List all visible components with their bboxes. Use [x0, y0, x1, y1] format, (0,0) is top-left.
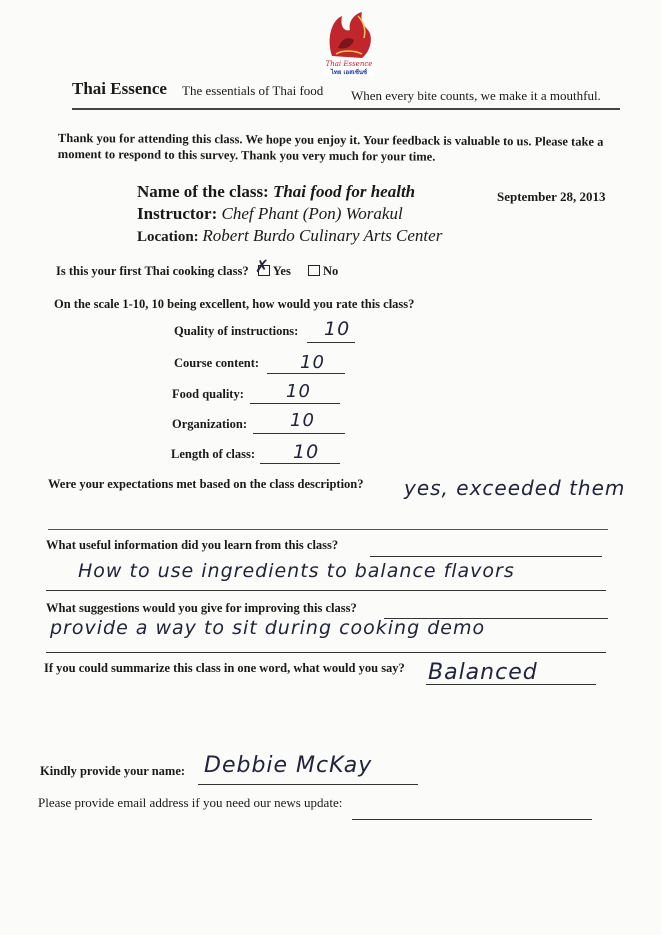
rating-value[interactable]: 10: [324, 318, 351, 340]
rating-label: Length of class:: [171, 447, 256, 461]
class-date: September 28, 2013: [497, 189, 606, 204]
useful-answer[interactable]: How to use ingredients to balance flavors: [78, 560, 515, 582]
rating-line: [267, 373, 345, 374]
rating-row: [172, 387, 244, 402]
logo-subtext: ไทย เอสเซ้นซ์: [330, 69, 368, 76]
rating-row: [171, 447, 255, 462]
instructor-value: Chef Phant (Pon) Worakul: [221, 204, 403, 223]
rating-line: [307, 342, 355, 343]
instructor-label: Instructor:: [137, 204, 218, 223]
rating-value[interactable]: 10: [293, 441, 320, 463]
motto: When every bite counts, we make it a mouthful.: [351, 88, 601, 103]
answer-line: [370, 556, 602, 557]
suggestions-question: What suggestions would you give for improving this class?: [46, 601, 357, 615]
rating-line: [250, 403, 340, 404]
name-label: Kindly provide your name:: [40, 764, 186, 778]
rating-row: [174, 356, 259, 371]
no-label: No: [322, 264, 339, 278]
suggestions-answer[interactable]: provide a way to sit during cooking demo: [50, 617, 486, 639]
rating-line: [260, 463, 340, 464]
tagline: The essentials of Thai food: [182, 83, 324, 98]
one-word-answer[interactable]: Balanced: [428, 660, 538, 685]
header-rule: [72, 108, 620, 110]
expectations-question: Were your expectations met based on the class description?: [48, 477, 364, 491]
useful-question: What useful information did you learn from this class?: [46, 538, 339, 552]
first-class-question-row: [56, 264, 338, 279]
rating-value[interactable]: 10: [290, 410, 315, 431]
answer-line: [198, 784, 418, 785]
class-info: [137, 181, 442, 248]
rating-value[interactable]: 10: [300, 352, 325, 373]
thai-essence-logo: [318, 8, 378, 78]
answer-line: [46, 652, 606, 653]
rating-row: [174, 324, 298, 339]
rating-label: Organization:: [172, 417, 247, 431]
no-checkbox[interactable]: [308, 265, 320, 276]
logo-text: Thai Essence: [325, 60, 373, 68]
email-line: [352, 819, 592, 820]
answer-line: [48, 529, 608, 530]
rating-label: Quality of instructions:: [174, 324, 299, 338]
answer-line: [46, 590, 606, 591]
location-label: Location:: [137, 229, 199, 245]
intro-text: Thank you for attending this class. We hope you enjoy it. Your feedback is valuable to us. Please take a moment to respond to this survey. Thank you very much for your time.: [57, 130, 604, 164]
yes-label: Yes: [272, 264, 291, 278]
rating-line: [253, 433, 345, 434]
expectations-answer[interactable]: yes, exceeded them: [404, 476, 626, 500]
class-name-label: Name of the class:: [137, 182, 269, 201]
name-value[interactable]: Debbie McKay: [204, 753, 373, 778]
rating-row: [172, 417, 247, 432]
rating-value[interactable]: 10: [286, 381, 311, 402]
yes-checkbox[interactable]: [258, 265, 270, 276]
first-class-question: Is this your first Thai cooking class?: [56, 264, 249, 278]
answer-line: [426, 684, 596, 685]
rating-label: Food quality:: [172, 387, 244, 401]
location-value: Robert Burdo Culinary Arts Center: [202, 226, 443, 245]
scale-question: On the scale 1-10, 10 being excellent, how would you rate this class?: [54, 297, 415, 311]
rating-label: Course content:: [174, 356, 260, 370]
brand-name: Thai Essence: [72, 79, 167, 98]
one-word-question: If you could summarize this class in one word, what would you say?: [44, 661, 405, 675]
email-label: Please provide email address if you need our news update:: [38, 795, 343, 810]
class-name-value: Thai food for health: [272, 182, 416, 201]
